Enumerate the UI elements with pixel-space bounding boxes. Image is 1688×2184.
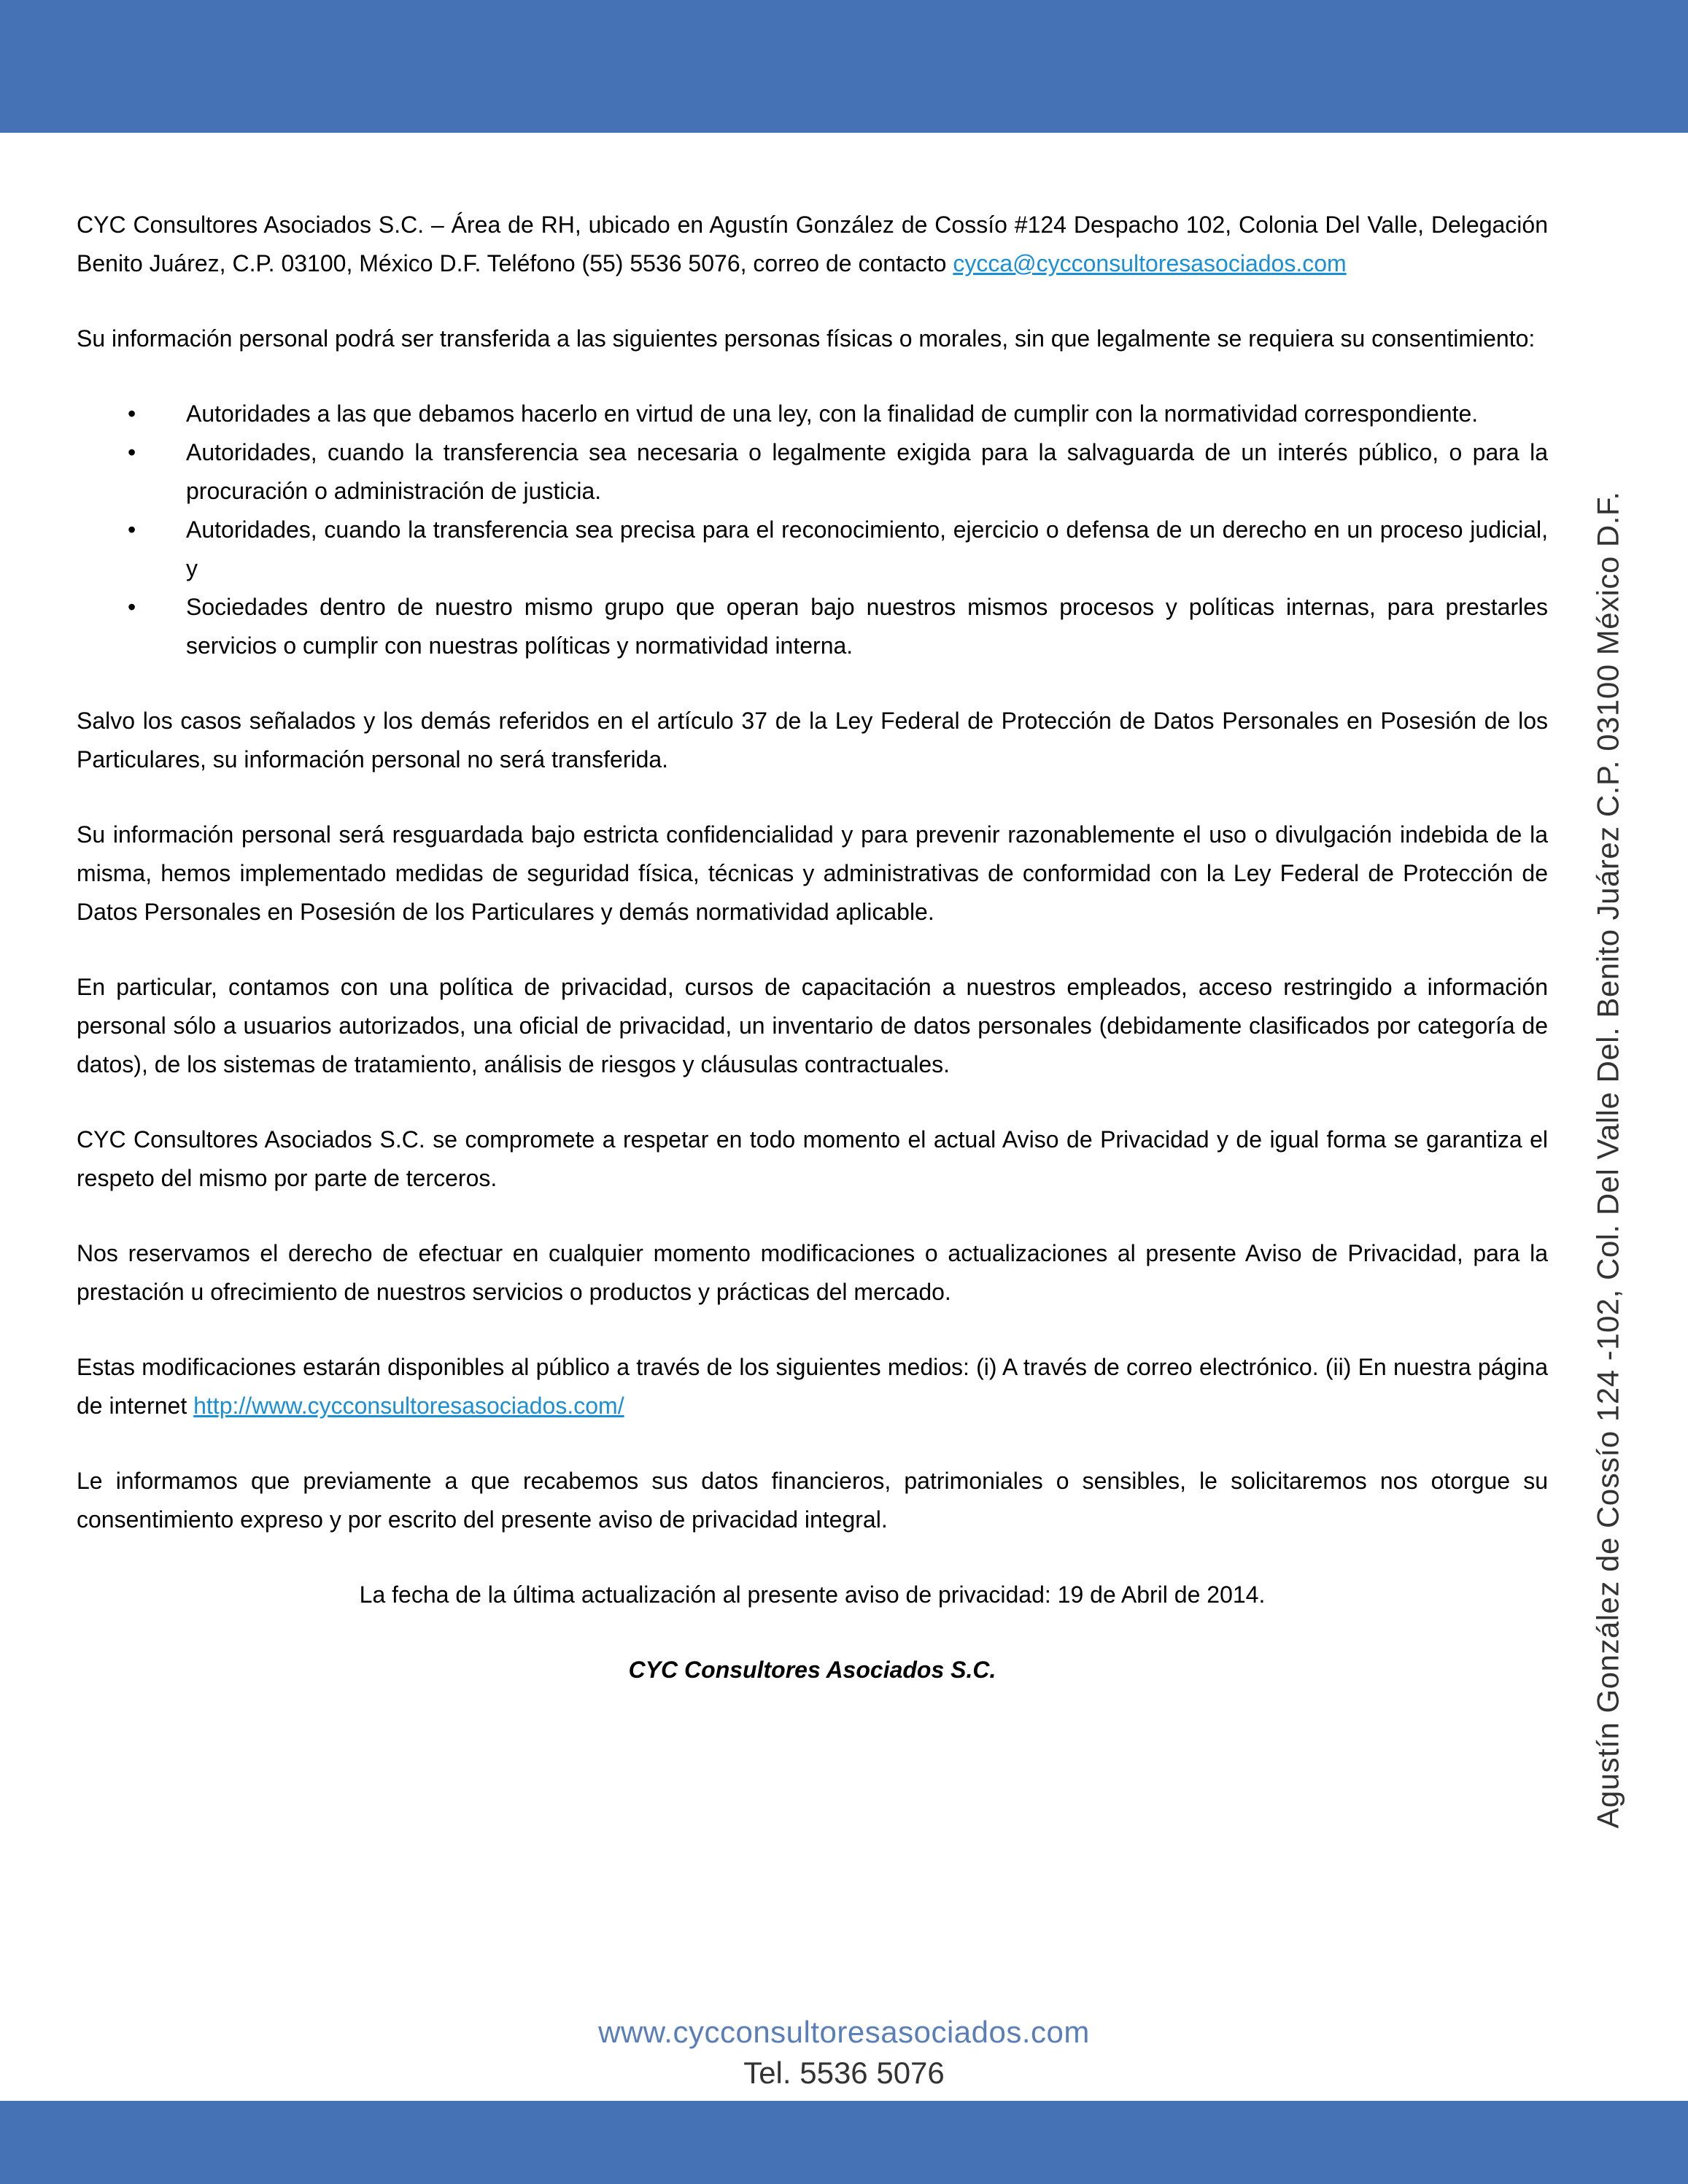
footer-phone: Tel. 5536 5076 [743, 2056, 945, 2090]
contact-email-link[interactable]: cycca@cycconsultoresasociados.com [953, 250, 1347, 276]
list-item: • Autoridades, cuando la transferencia sea precisa para el reconocimiento, ejercicio o defensa de un derecho en un proceso judicial, y [77, 511, 1548, 588]
confidentiality-paragraph: Su información personal será resguardada bajo estricta confidencialidad y para prevenir razonablemente el uso o divulgación indebida de la misma, hemos implementado medidas de seguridad física, técnicas y administrativas de conformidad con la Ley Federal de Protección de Datos Personales en Posesión de los Particulares y demás normatividad aplicable. [77, 821, 1548, 925]
contact-paragraph [77, 206, 1548, 283]
modifications-paragraph: Nos reservamos el derecho de efectuar en cualquier momento modificaciones o actualizaciones al presente Aviso de Privacidad, para la prestación u ofrecimiento de nuestros servicios o productos y prácticas del mercado. [77, 1240, 1548, 1305]
side-address-column [1550, 449, 1667, 1871]
document-body [77, 206, 1548, 1726]
side-address: Agustín González de Cossío 124 -102, Col. Del Valle Del. Benito Juárez C.P. 03100 México D.F. [1591, 491, 1626, 1829]
transfer-list [77, 395, 1548, 665]
availability-text: Estas modificaciones estarán disponibles al público a través de los siguientes medios: (i) A través de correo electrónico. (ii) En nuestra página de internet [77, 1354, 1548, 1419]
commitment-paragraph: CYC Consultores Asociados S.C. se compromete a respetar en todo momento el actual Aviso de Privacidad y de igual forma se garantiza el respeto del mismo por parte de terceros. [77, 1126, 1548, 1191]
footer-website: www.cycconsultoresasociados.com [598, 2015, 1090, 2049]
top-header-band [0, 0, 1688, 133]
security-measures-paragraph: En particular, contamos con una política de privacidad, cursos de capacitación a nuestros empleados, acceso restringido a información personal sólo a usuarios autorizados, una oficial de privacidad, un inventario de datos personales (debidamente clasificados por categoría de datos), de los sistemas de tratamiento, análisis de riesgos y cláusulas contractuales. [77, 974, 1548, 1077]
consent-paragraph: Le informamos que previamente a que recabemos sus datos financieros, patrimoniales o sensibles, le solicitaremos nos otorgue su consentimiento expreso y por escrito del presente aviso de privacidad integral. [77, 1468, 1548, 1533]
transfer-intro-paragraph: Su información personal podrá ser transferida a las siguientes personas físicas o morales, sin que legalmente se requiera su consentimiento: [77, 325, 1536, 352]
list-item: • Autoridades, cuando la transferencia sea necesaria o legalmente exigida para la salvaguarda de un interés público, o para la procuración o administración de justicia. [77, 433, 1548, 511]
availability-paragraph [77, 1348, 1548, 1425]
contact-text: CYC Consultores Asociados S.C. – Área de RH, ubicado en Agustín González de Cossío #124 Despacho 102, Colonia Del Valle, Delegación Benito Juárez, C.P. 03100, México D.F. Teléfono (55) 5536 5076, correo de contacto [77, 212, 1548, 276]
bottom-footer-band [0, 2101, 1688, 2184]
update-date: La fecha de la última actualización al presente aviso de privacidad: 19 de Abril de 2014. [359, 1581, 1266, 1608]
non-transfer-paragraph: Salvo los casos señalados y los demás referidos en el artículo 37 de la Ley Federal de Protección de Datos Personales en Posesión de los Particulares, su información personal no será transferida. [77, 708, 1548, 772]
list-item: • Autoridades a las que debamos hacerlo en virtud de una ley, con la finalidad de cumplir con la normatividad correspondiente. [77, 395, 1548, 433]
signature: CYC Consultores Asociados S.C. [628, 1657, 996, 1683]
website-link[interactable]: http://www.cycconsultoresasociados.com/ [193, 1393, 624, 1419]
list-item: • Sociedades dentro de nuestro mismo grupo que operan bajo nuestros mismos procesos y políticas internas, para prestarles servicios o cumplir con nuestras políticas y normatividad interna. [77, 588, 1548, 665]
